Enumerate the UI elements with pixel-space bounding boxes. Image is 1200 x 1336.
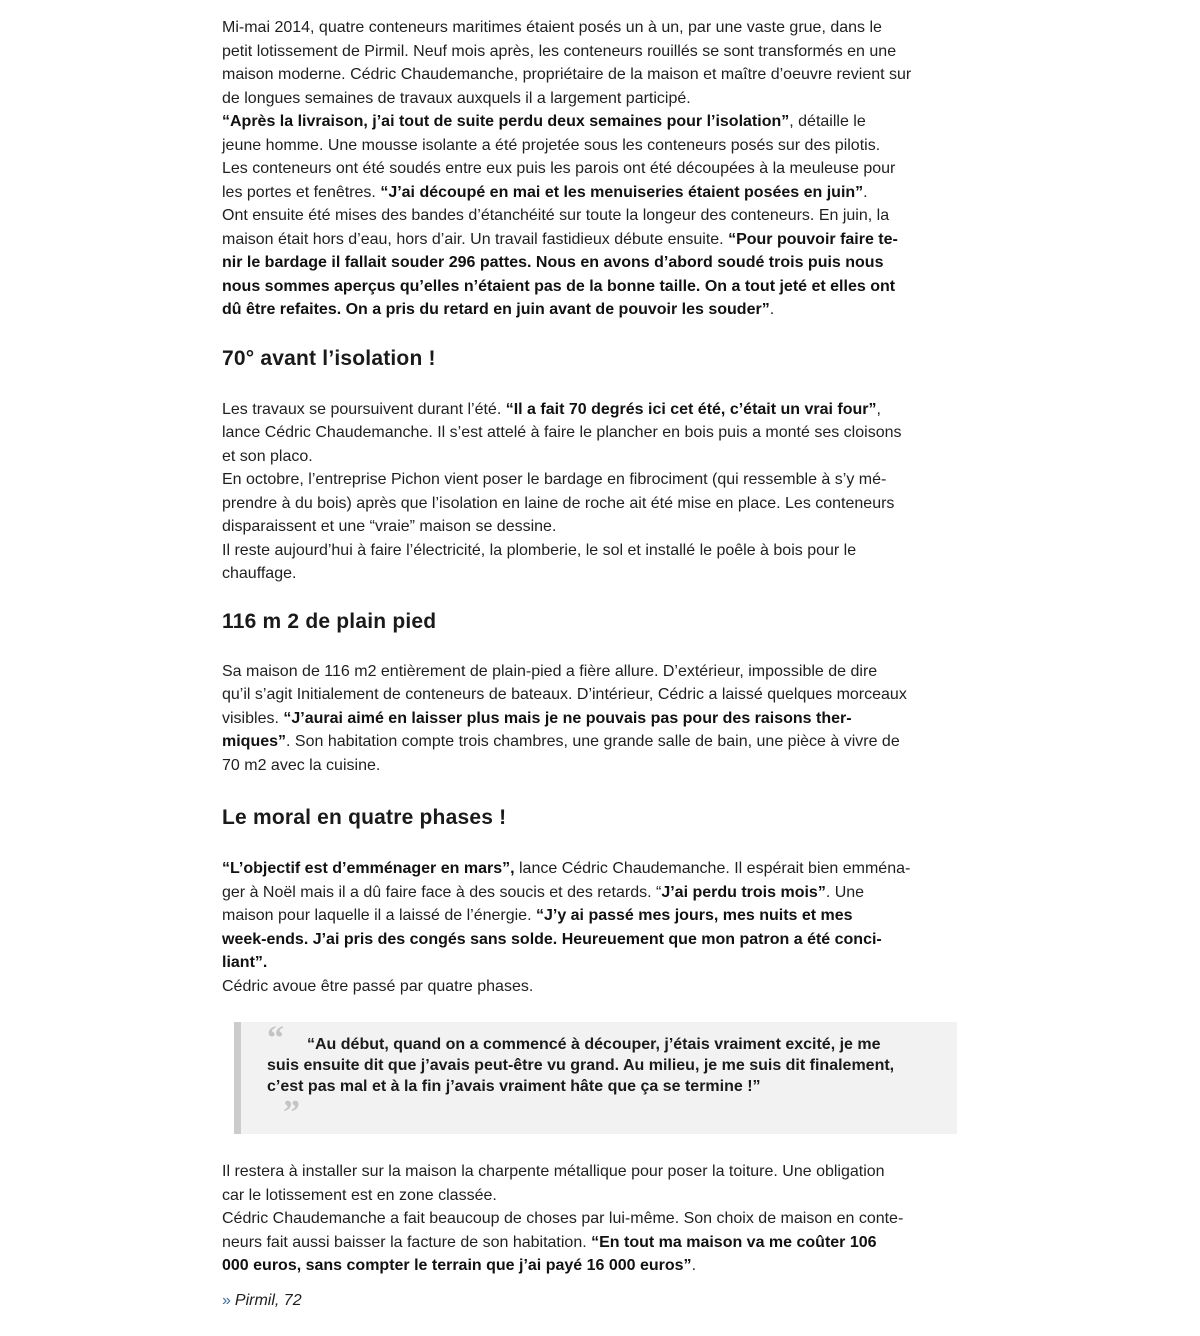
text-line [222,87,974,111]
text-line [222,881,974,905]
quoted-text: “J’aurai aimé en laisser plus mais je ne pouvais pas pour des raisons ther- [283,709,852,727]
text-run: visibles. [222,709,284,727]
text-run: petit lotissement de Pirmil. Neuf mois après, les conteneurs rouillés se sont transformés en une [222,42,897,60]
text-line [222,1207,974,1231]
text-run: Mi-mai 2014, quatre conteneurs maritimes étaient posés un à un, par une vaste grue, dans le [222,19,882,36]
article-body [222,16,974,1310]
quoted-text: nir le bardage il fallait souder 296 pattes. Nous en avons d’abord soudé trois puis nous [222,254,884,271]
text-run: 70 m2 avec la cuisine. [222,756,381,774]
text-line [222,251,974,275]
text-line [222,1160,974,1184]
quoted-text: “Après la livraison, j’ai tout de suite perdu deux semaines pour l’isolation” [222,113,790,130]
text-line [222,398,974,422]
text-line [222,492,974,516]
text-run: disparaissent et une “vraie” maison se dessine. [222,518,557,535]
text-run: les portes et fenêtres. [222,183,381,201]
quoted-text: dû être refaites. On a pris du retard en juin avant de pouvoir les souder” [222,301,770,318]
quoted-text: “Pour pouvoir faire te- [728,230,898,248]
text-run: ger à Noël mais il a dû faire face à des soucis et des retards. “ [222,883,662,901]
text-line [222,134,974,158]
text-line [222,660,974,684]
text-run: car le lotissement est en zone classée. [222,1186,497,1204]
quoted-text: J’ai perdu trois mois” [661,883,826,901]
quoted-text: liant”. [222,954,268,971]
text-run: Cédric Chaudemanche a fait beaucoup de choses par lui-même. Son choix de maison en conte- [222,1210,904,1227]
text-line [222,730,974,754]
text-run: Il reste aujourd’hui à faire l’électricité, la plomberie, le sol et installé le poêle à bois pour le [222,541,857,559]
text-line [222,445,974,469]
text-run: Les travaux se poursuivent durant l’été. [222,400,506,418]
text-line [222,975,974,999]
quoted-text: 000 euros, sans compter le terrain que j’ai payé 16 000 euros” [222,1257,692,1274]
text-line [222,40,974,64]
text-line [222,228,974,252]
blockquote [234,1022,957,1134]
text-run: maison moderne. Cédric Chaudemanche, propriétaire de la maison et maître d’oeuvre revient sur [222,66,912,83]
section-heading-moral: Le moral en quatre phases ! [222,806,507,829]
text-line [222,204,974,228]
closing-paragraph [222,1160,974,1278]
text-line [222,468,974,492]
text-line [222,857,974,881]
quoted-text: “Il a fait 70 degrés ici cet été, c’était un vrai four” [505,400,877,418]
open-quote-icon: “ [267,1020,284,1057]
text-line [222,1254,974,1278]
text-run: , détaille le [789,113,866,130]
text-run: . [863,183,868,201]
text-run: lance Cédric Chaudemanche. Il espérait bien emména- [514,860,911,877]
close-quote-icon: ” [283,1094,300,1131]
text-line [222,63,974,87]
text-line [222,951,974,975]
intro-paragraph [222,16,974,322]
text-run: neurs fait aussi baisser la facture de son habitation. [222,1233,592,1251]
text-line [222,683,974,707]
text-line [222,110,974,134]
text-run: jeune homme. Une mousse isolante a été projetée sous les conteneurs posés sur des pilotis. [222,136,881,154]
text-line [222,157,974,181]
text-run: chauffage. [222,565,297,582]
text-line [222,1184,974,1208]
text-line [222,275,974,299]
text-run: maison était hors d’eau, hors d’air. Un travail fastidieux débute ensuite. [222,230,729,248]
location-text: Pirmil, 72 [234,1291,302,1309]
text-run: qu’il s’agit Initialement de conteneurs de bateaux. D’intérieur, Cédric a laissé quelques morceaux [222,686,907,703]
text-run: En octobre, l’entreprise Pichon vient poser le bardage en fibrociment (qui ressemble à s’y mé- [222,471,887,488]
text-line [222,562,974,586]
text-line [222,515,974,539]
text-run: . [769,301,775,318]
text-run: Ont ensuite été mises des bandes d’étanchéité sur toute la longeur des conteneurs. En juin, la [222,207,890,224]
quoted-text: week-ends. J’ai pris des congés sans solde. Heureuement que mon patron a été conci- [222,930,882,948]
text-line [222,421,974,445]
text-line [222,707,974,731]
section-heading-isolation: 70° avant l’isolation ! [222,346,436,370]
text-line [222,1231,974,1255]
raquo-icon: » [222,1291,231,1309]
surface-paragraph [222,660,974,778]
text-run: Il restera à installer sur la maison la charpente métallique pour poser la toiture. Une obligation [222,1163,885,1180]
text-run: Les conteneurs ont été soudés entre eux puis les parois ont été découpées à la meuleuse pour [222,160,896,177]
text-run: . [691,1257,697,1274]
quoted-text: “J’y ai passé mes jours, mes nuits et mes [535,907,853,924]
location-link[interactable] [222,1292,974,1310]
text-run: prendre à du bois) après que l’isolation en laine de roche ait été mise en place. Les conteneurs [222,494,895,512]
blockquote-line: suis ensuite dit que j’avais peut-être vu grand. Au milieu, je me suis dit finalement, [267,1057,895,1074]
text-run: de longues semaines de travaux auxquels il a largement participé. [222,89,691,107]
text-run: . Une [825,883,865,901]
text-run: , [876,400,881,418]
text-run: maison pour laquelle il a laissé de l’énergie. [222,907,536,924]
text-line [222,298,974,322]
text-line [222,928,974,952]
text-run: lance Cédric Chaudemanche. Il s’est attelé à faire le plancher en bois puis a monté ses cloisons [222,424,902,441]
text-line [222,539,974,563]
quoted-text: “J’ai découpé en mai et les menuiseries étaient posées en juin” [380,183,864,201]
text-line [222,181,974,205]
isolation-paragraph [222,398,974,586]
section-heading-surface: 116 m 2 de plain pied [222,609,437,633]
quoted-text: miques” [222,733,287,750]
blockquote-line: c’est pas mal et à la fin j’avais vraiment hâte que ça se termine !” [267,1078,761,1095]
text-line [222,754,974,778]
quoted-text: “En tout ma maison va me coûter 106 [591,1233,877,1251]
text-run: . Son habitation compte trois chambres, une grande salle de bain, une pièce à vivre de [286,733,900,750]
text-run: Cédric avoue être passé par quatre phases. [222,977,534,995]
text-run: et son placo. [222,447,313,465]
text-line [222,904,974,928]
blockquote-text [267,1034,943,1097]
moral-paragraph [222,857,974,998]
quoted-text: nous sommes aperçus qu’elles n’étaient pas de la bonne taille. On a tout jeté et elles ont [222,277,896,295]
text-line [222,16,974,40]
quoted-text: “L’objectif est d’emménager en mars”, [222,860,515,877]
text-run: Sa maison de 116 m2 entièrement de plain-pied a fière allure. D’extérieur, impossible de dire [222,662,878,680]
blockquote-line: “Au début, quand on a commencé à découper, j’étais vraiment excité, je me [307,1036,881,1053]
